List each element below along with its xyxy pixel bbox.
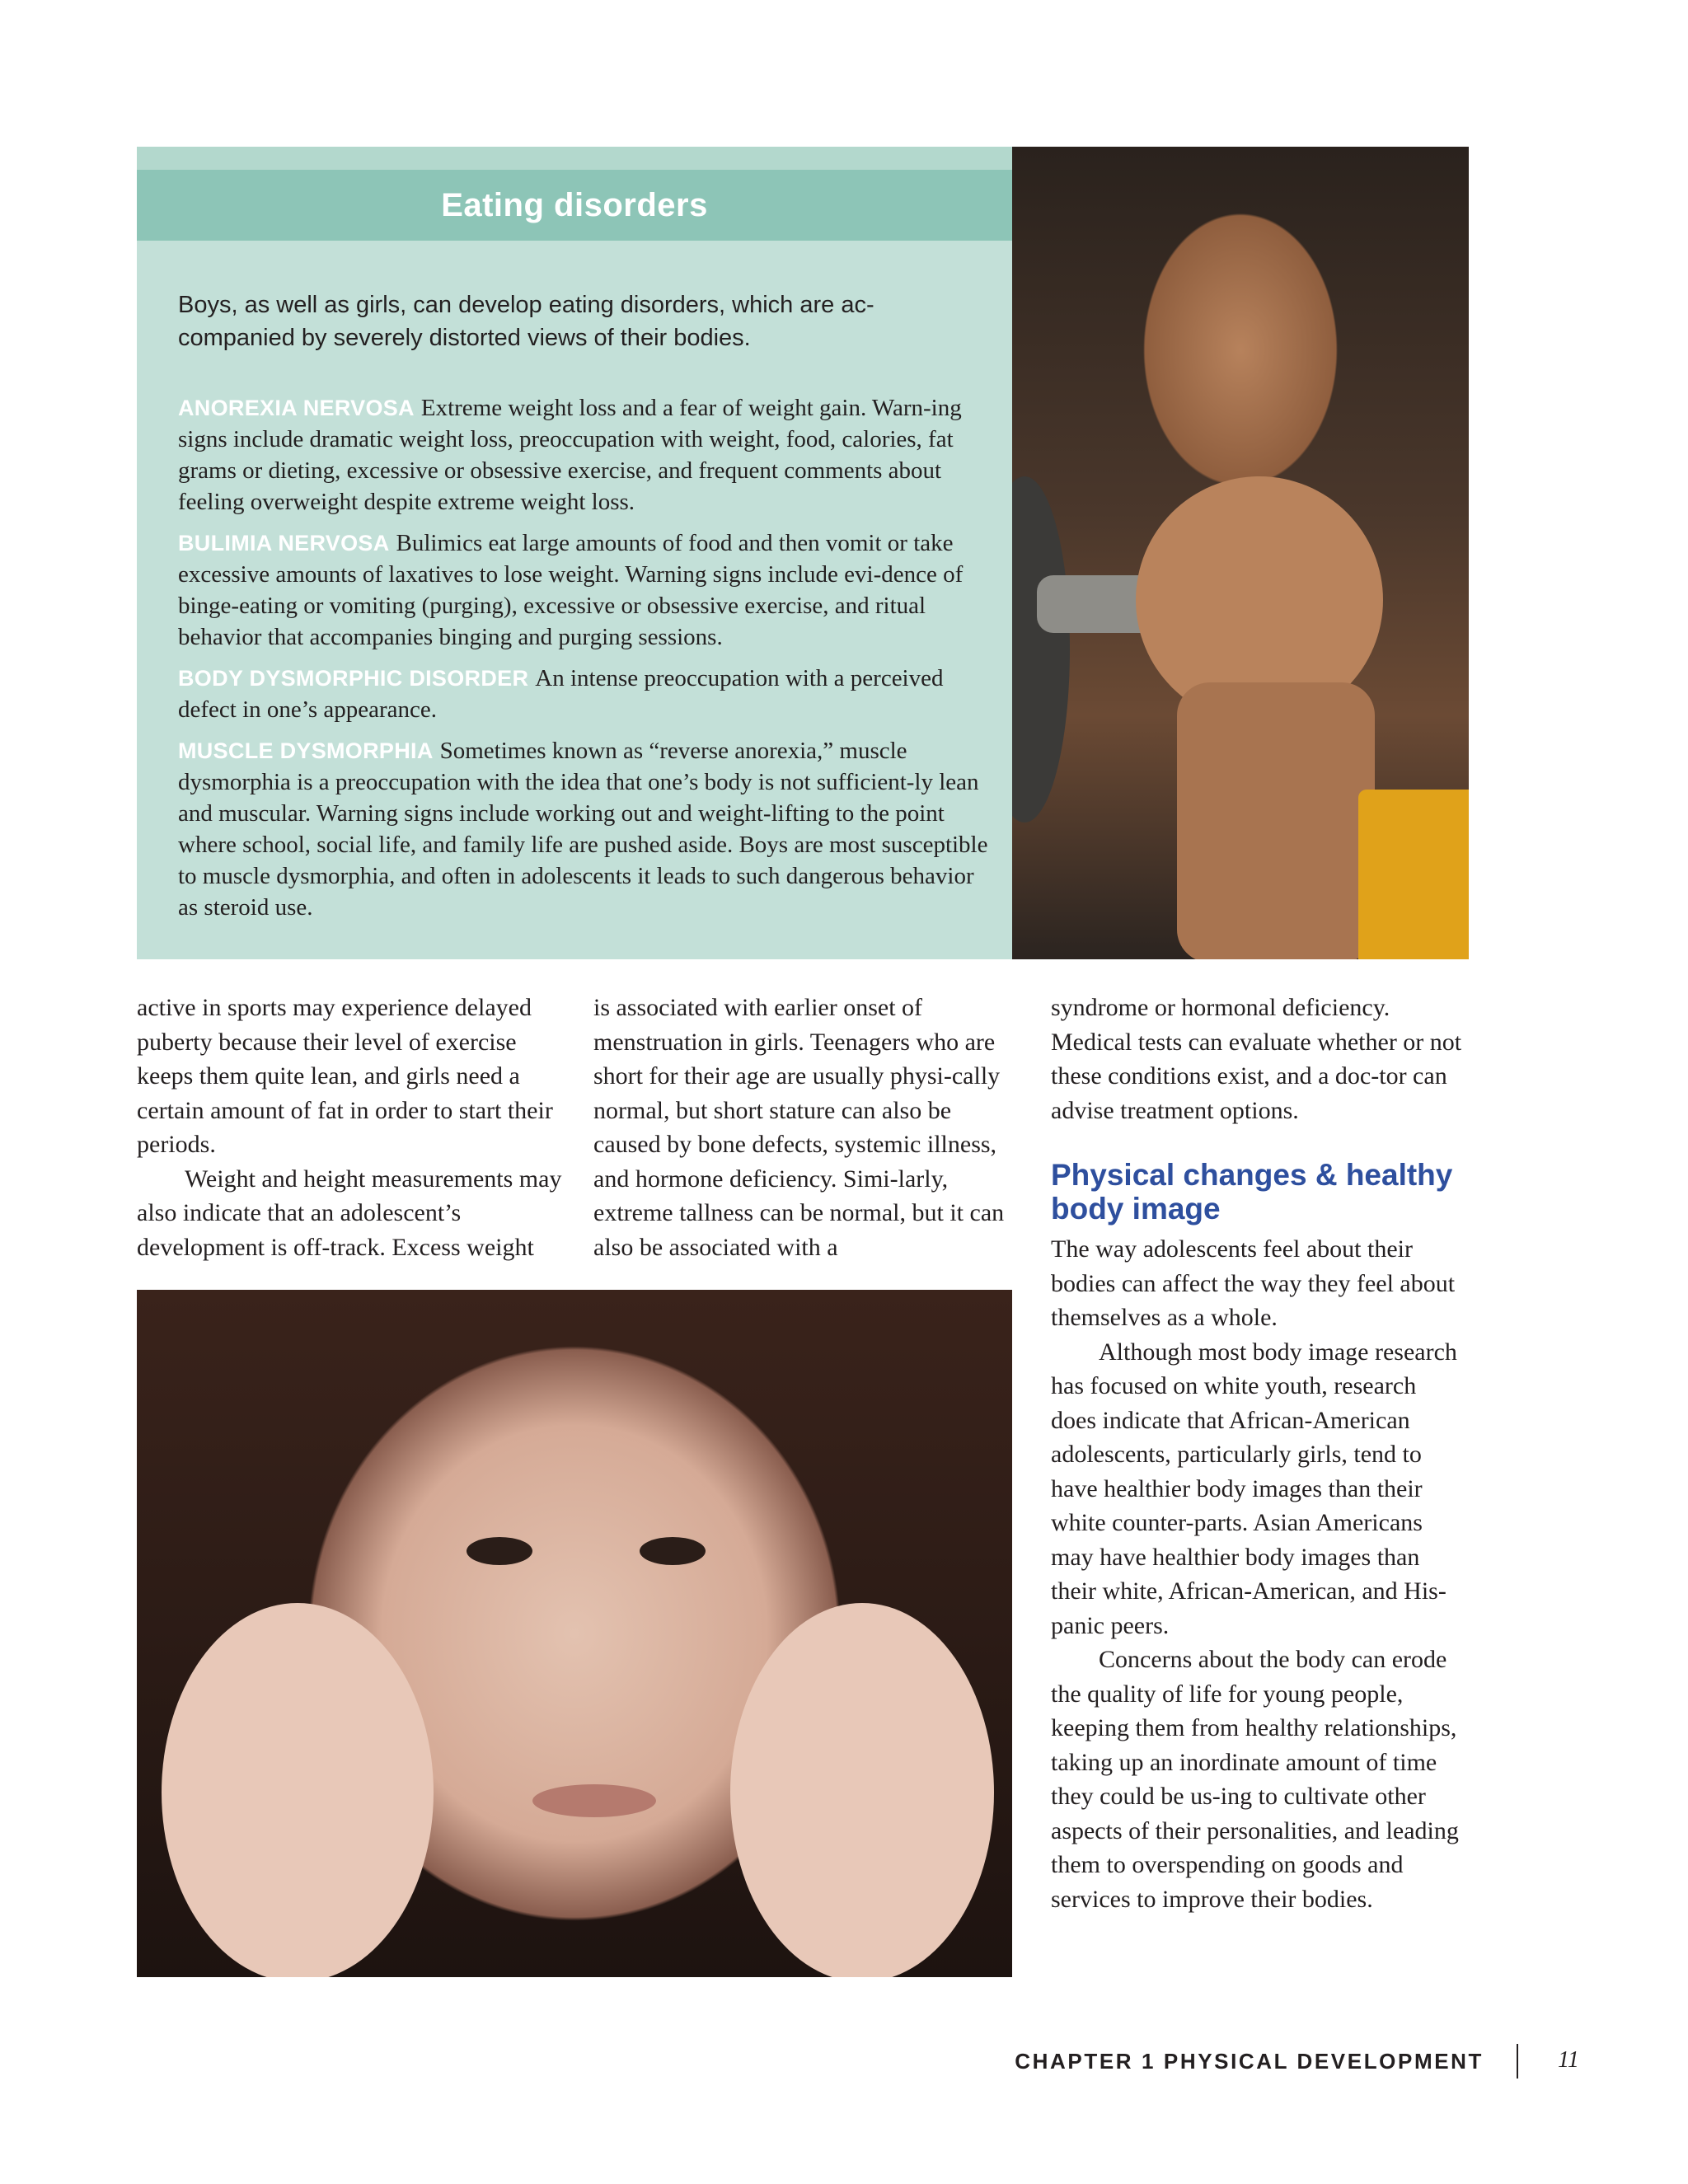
sidebar-title: Eating disorders (441, 186, 708, 223)
sidebar-header (137, 170, 1012, 241)
eating-disorders-sidebar (137, 147, 1012, 959)
entry-text: Sometimes known as “reverse anorexia,” muscle dysmorphia is a preoccupation with the idea that one’s body is not sufficient-ly lean and muscular. Warning signs include working out and weight-lifting to the point where school, social life, and family life are pushed aside. Boys are most susceptible to muscle dysmorphia, and often in adolescents it leads to such dangerous behavior as steroid use. (178, 738, 988, 921)
entry-text: An intense preoccupation with a perceived defect in one’s appearance. (178, 665, 944, 723)
left-eye (467, 1537, 532, 1565)
right-hand (730, 1603, 994, 1977)
sidebar-entries (178, 392, 994, 933)
entry-anorexia (178, 392, 994, 518)
mouth (532, 1784, 656, 1817)
body-column-2 (593, 991, 1022, 1264)
footer-page-number: 11 (1558, 2047, 1579, 2073)
sidebar-top-strip (137, 147, 1012, 170)
photo-boy-lifting-dumbbell (1012, 147, 1469, 959)
section-heading: Physical changes & healthy body image (1051, 1158, 1453, 1226)
body-paragraph: active in sports may experience delayed puberty because their level of exercise keeps them quite lean, and girls need a certain amount of fat in order to start their periods. (137, 994, 553, 1158)
right-eye (640, 1537, 706, 1565)
entry-text: Bulimics eat large amounts of food and then vomit or take excessive amounts of laxatives to lose weight. Warning signs include evi-dence of binge-eating or vomiting (purging), excessive or obsessive exercise, and ritual behavior that accompanies binging and purging sessions. (178, 530, 964, 650)
body-paragraph: Concerns about the body can erode the quality of life for young people, keeping them from healthy relationships, taking up an inordinate amount of time they could be us-ing to cultivate other aspects of their personalities, and leading them to overspending on goods and services to improve their bodies. (1051, 1646, 1459, 1913)
sidebar-intro: Boys, as well as girls, can develop eating disorders, which are ac-companied by severely distorted views of their bodies. (178, 292, 874, 351)
body-column-1 (137, 991, 565, 1264)
footer-divider (1517, 2044, 1518, 2079)
entry-bulimia (178, 527, 994, 653)
entry-body-dysmorphic (178, 663, 994, 725)
left-hand (162, 1603, 434, 1977)
entry-term: ANOREXIA NERVOSA (178, 396, 415, 420)
entry-text: Extreme weight loss and a fear of weight gain. Warn-ing signs include dramatic weight loss, preoccupation with weight, food, calories, fat grams or dieting, excessive or obsessive exercise, and frequent comments about feeling overweight despite extreme weight loss. (178, 395, 962, 515)
photo-girl-face-in-hands (137, 1290, 1012, 1977)
body-paragraph: The way adolescents feel about their bodies can affect the way they feel about themselves as a whole. (1051, 1235, 1456, 1331)
body-paragraph: is associated with earlier onset of menstruation in girls. Teenagers who are short for their age are usually physi-cally normal, but short stature can also be caused by bone defects, systemic illness, and hormone deficiency. Simi-larly, extreme tallness can be normal, but it can also be associated with a (593, 994, 1005, 1261)
body-column-3-continued (1051, 1232, 1463, 1916)
entry-term: MUSCLE DYSMORPHIA (178, 738, 434, 763)
entry-muscle-dysmorphia (178, 735, 994, 923)
dumbbell-plate (1012, 476, 1070, 823)
forearm (1177, 682, 1375, 959)
body-paragraph: Although most body image research has focused on white youth, research does indicate that African-American adolescents, particularly girls, tend to have healthier body images than their white counter-parts. Asian Americans may have healthier body images than their white, African-American, and His-panic peers. (1051, 1338, 1457, 1639)
entry-term: BULIMIA NERVOSA (178, 531, 390, 555)
body-column-3 (1051, 991, 1463, 1127)
footer-chapter-title: CHAPTER 1 PHYSICAL DEVELOPMENT (1015, 2049, 1484, 2074)
body-paragraph: syndrome or hormonal deficiency. Medical tests can evaluate whether or not these conditions exist, and a doc-tor can advise treatment options. (1051, 994, 1462, 1124)
entry-term: BODY DYSMORPHIC DISORDER (178, 666, 529, 691)
jersey (1358, 790, 1469, 959)
body-paragraph: Weight and height measurements may also indicate that an adolescent’s development is off-track. Excess weight (137, 1165, 562, 1261)
